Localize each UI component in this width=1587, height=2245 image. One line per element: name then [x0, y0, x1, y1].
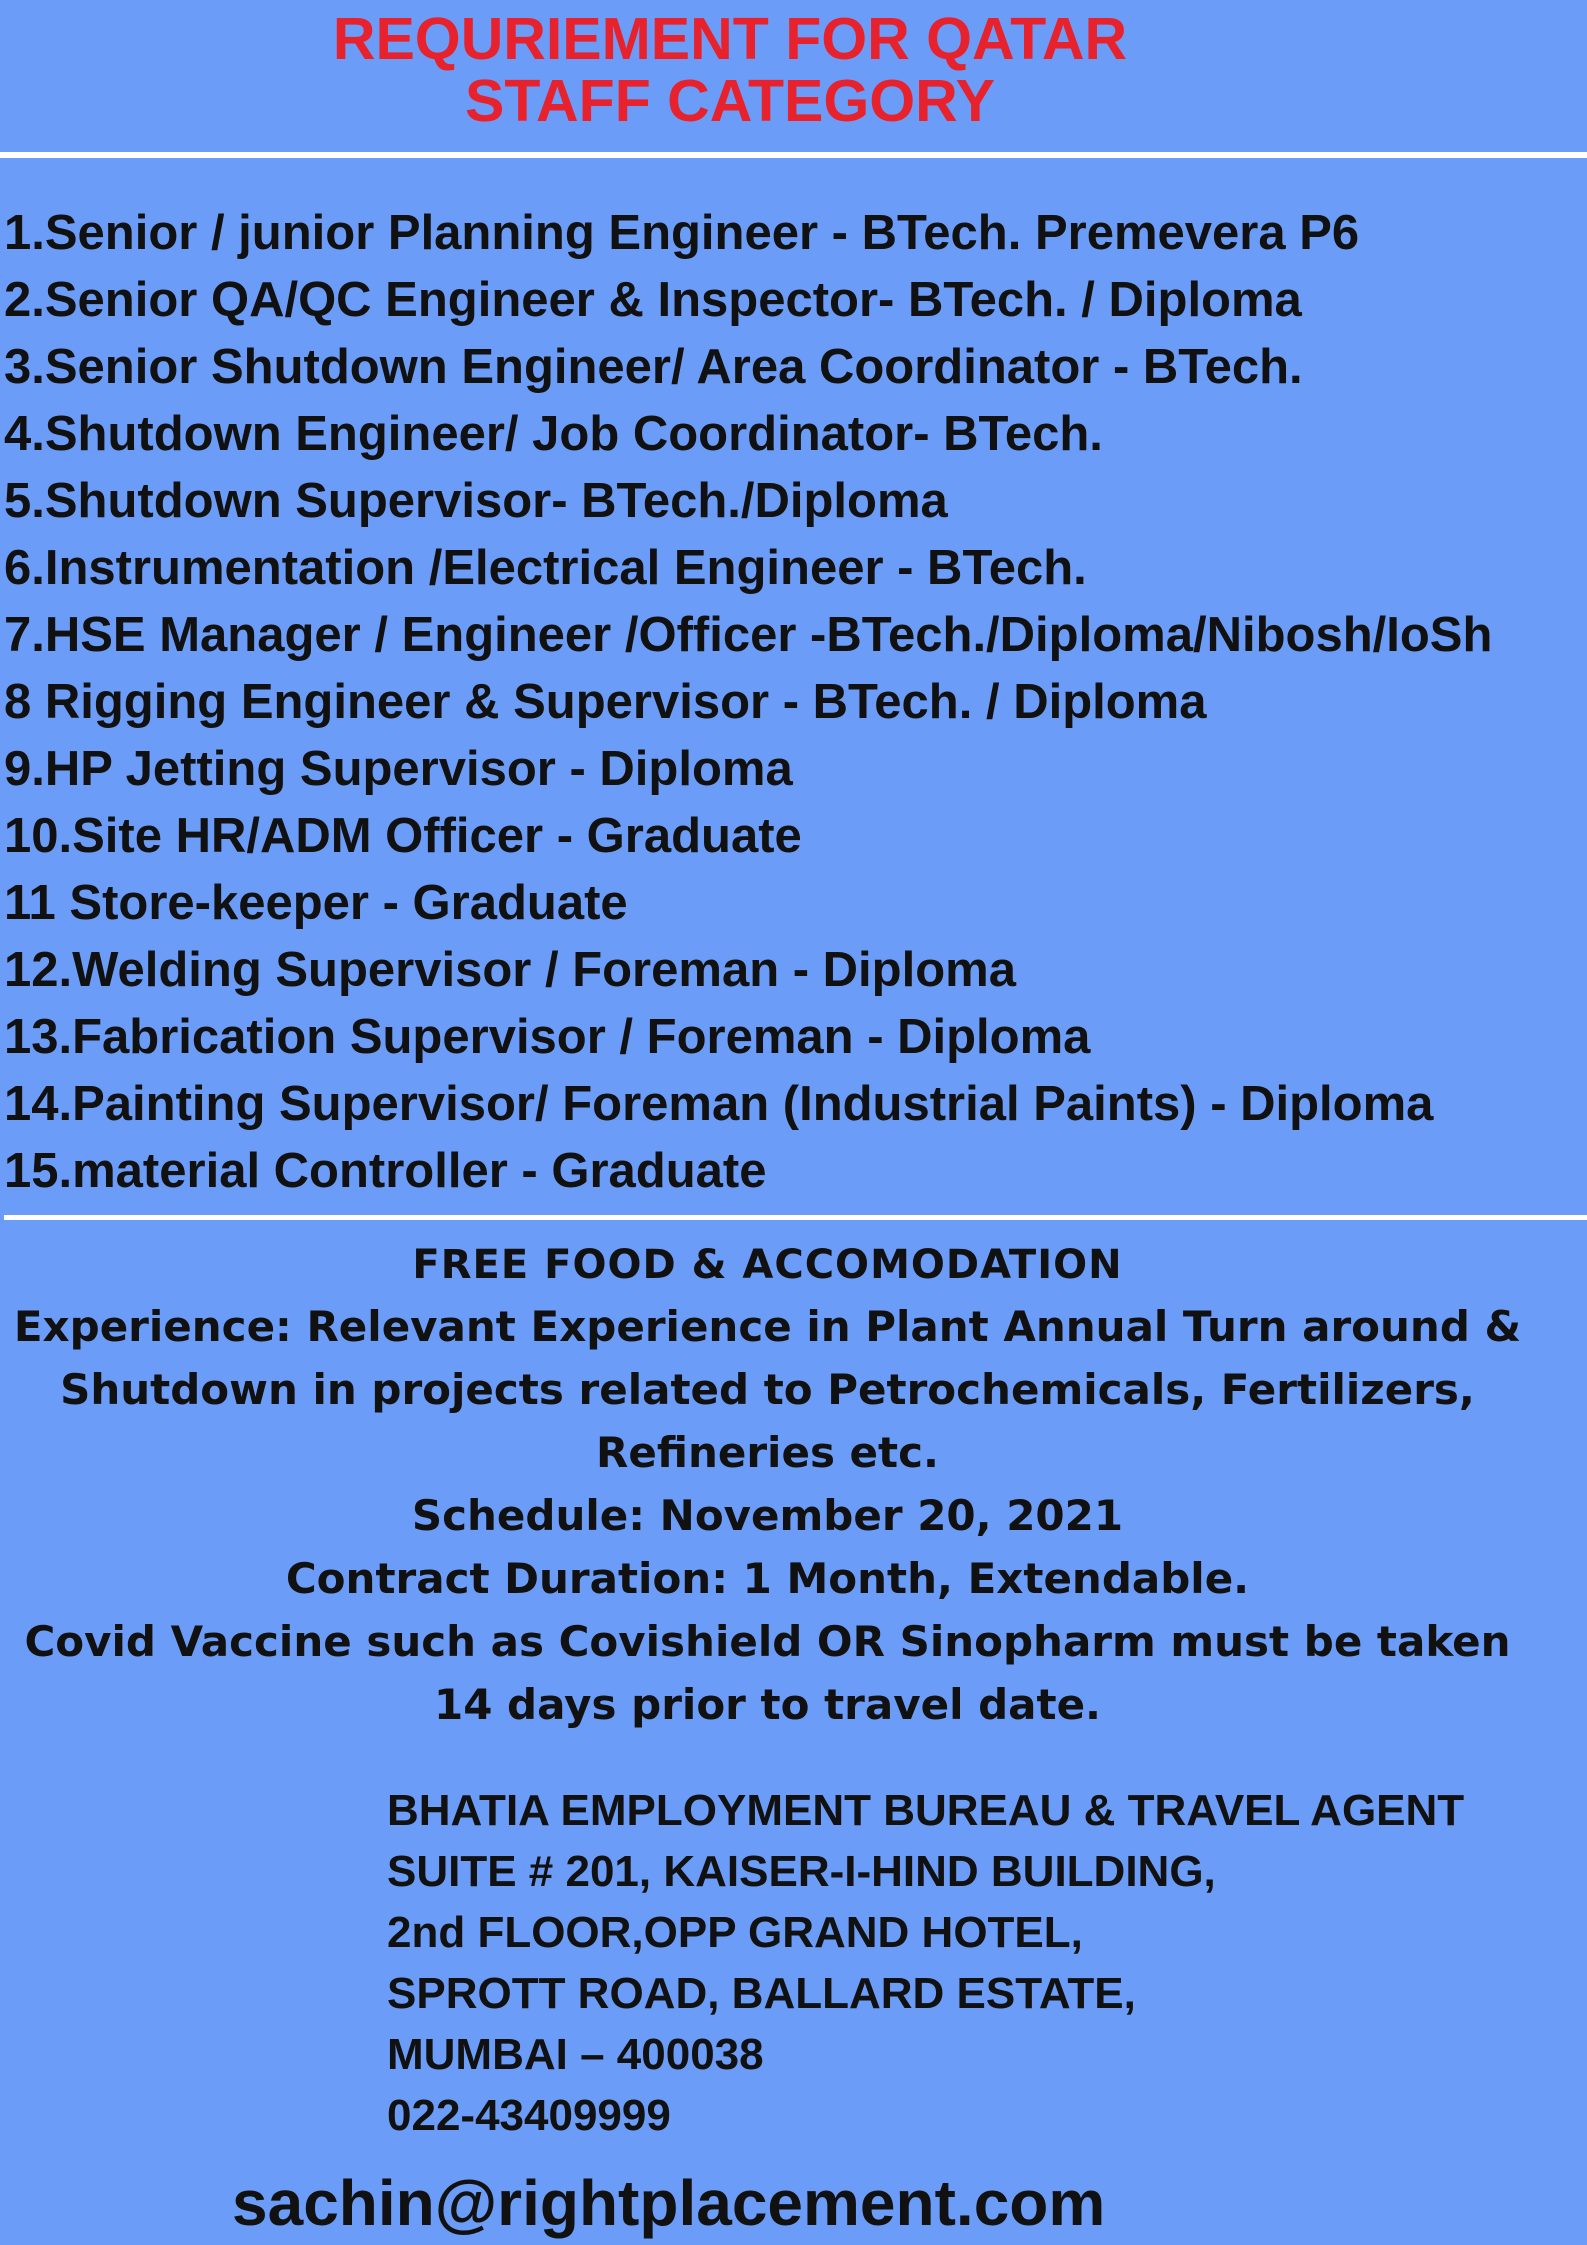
- position-item: 13.Fabrication Supervisor / Foreman - Diploma: [4, 1010, 1091, 1064]
- experience-text: Experience: Relevant Experience in Plant Annual Turn around &: [13, 1302, 1522, 1351]
- position-item: 7.HSE Manager / Engineer /Officer -BTech./Diploma/Nibosh/IoSh: [4, 608, 1493, 662]
- experience-text: Shutdown in projects related to Petrochemicals, Fertilizers,: [60, 1365, 1475, 1414]
- covid-text: 14 days prior to travel date.: [433, 1680, 1102, 1729]
- benefits-heading: FREE FOOD & ACCOMODATION: [412, 1242, 1123, 1288]
- positions-list: [4, 200, 1587, 1205]
- phone-number: 022-43409999: [387, 2091, 671, 2140]
- position-item: 11 Store-keeper - Graduate: [4, 876, 628, 930]
- position-item: 6.Instrumentation /Electrical Engineer - BTech.: [4, 541, 1087, 595]
- covid-text: Covid Vaccine such as Covishield OR Sinopharm must be taken: [24, 1617, 1511, 1666]
- top-divider: [0, 152, 1587, 158]
- position-item: 10.Site HR/ADM Officer - Graduate: [4, 809, 802, 863]
- company-name: BHATIA EMPLOYMENT BUREAU & TRAVEL AGENT: [387, 1786, 1465, 1835]
- job-info: [0, 1235, 1535, 1736]
- contact-email: sachin@rightplacement.com: [232, 2167, 1106, 2239]
- title-line-2: STAFF CATEGORY: [465, 68, 995, 134]
- position-item: 3.Senior Shutdown Engineer/ Area Coordinator - BTech.: [4, 340, 1303, 394]
- position-item: 15.material Controller - Graduate: [4, 1144, 767, 1198]
- middle-divider: [4, 1215, 1587, 1220]
- position-item: 14.Painting Supervisor/ Foreman (Industrial Paints) - Diploma: [4, 1077, 1434, 1131]
- position-item: 5.Shutdown Supervisor- BTech./Diploma: [4, 474, 948, 528]
- title-line-1: REQURIEMENT FOR QATAR: [332, 6, 1128, 72]
- position-item: 4.Shutdown Engineer/ Job Coordinator- BTech.: [4, 407, 1103, 461]
- company-address: [387, 1780, 1464, 2146]
- address-line: SPROTT ROAD, BALLARD ESTATE,: [387, 1969, 1136, 2018]
- position-item: 8 Rigging Engineer & Supervisor - BTech. / Diploma: [4, 675, 1207, 729]
- position-item: 1.Senior / junior Planning Engineer - BTech. Premevera P6: [4, 206, 1360, 260]
- address-line: 2nd FLOOR,OPP GRAND HOTEL,: [387, 1908, 1083, 1957]
- schedule-text: Schedule: November 20, 2021: [411, 1491, 1124, 1540]
- address-line: SUITE # 201, KAISER-I-HIND BUILDING,: [387, 1847, 1216, 1896]
- position-item: 12.Welding Supervisor / Foreman - Diploma: [4, 943, 1016, 997]
- position-item: 9.HP Jetting Supervisor - Diploma: [4, 742, 793, 796]
- address-line: MUMBAI – 400038: [387, 2030, 764, 2079]
- experience-text: Refineries etc.: [596, 1428, 939, 1477]
- contract-text: Contract Duration: 1 Month, Extendable.: [285, 1554, 1250, 1603]
- position-item: 2.Senior QA/QC Engineer & Inspector- BTech. / Diploma: [4, 273, 1302, 327]
- page-title: [0, 8, 1460, 132]
